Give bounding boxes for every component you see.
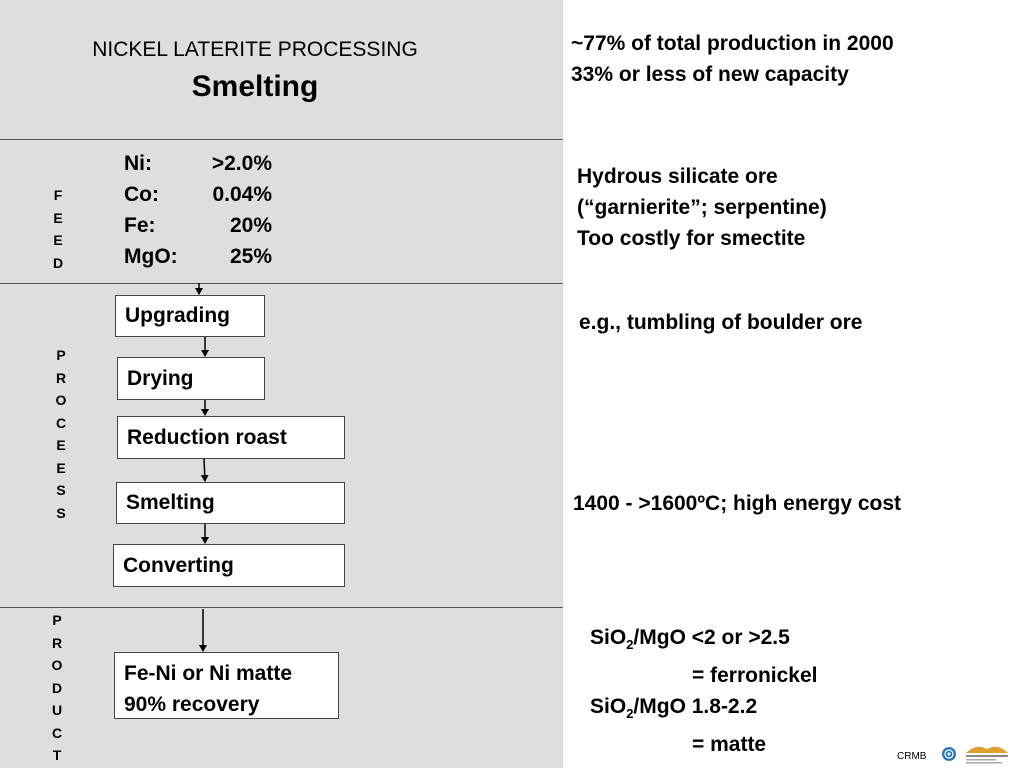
process-letter: E xyxy=(56,459,66,476)
ratio-line xyxy=(590,622,817,660)
note-production xyxy=(571,28,894,90)
product-line: 90% recovery xyxy=(124,693,260,716)
partner-logo-icon xyxy=(964,741,1010,767)
process-letter: C xyxy=(55,414,67,431)
note-upgrading: e.g., tumbling of boulder ore xyxy=(579,311,863,334)
feed-label: Ni: xyxy=(124,152,152,175)
process-letter: E xyxy=(56,437,66,453)
process-letter: O xyxy=(55,392,67,408)
product-letter: U xyxy=(51,702,63,718)
product-letter: D xyxy=(51,679,63,696)
ratio-subscript: 2 xyxy=(626,637,634,653)
product-line: Fe-Ni or Ni matte xyxy=(124,662,293,685)
footer-text: CRMB xyxy=(897,751,927,762)
product-letter: O xyxy=(51,657,63,673)
process-letter: S xyxy=(56,482,66,498)
feed-letter: D xyxy=(52,254,64,271)
feed-letter: E xyxy=(53,209,63,226)
arrow-roast-to-smelting xyxy=(204,459,205,481)
process-letter: R xyxy=(55,369,67,386)
title-sub: Smelting xyxy=(191,70,319,103)
title-main: NICKEL LATERITE PROCESSING xyxy=(92,38,418,61)
process-letter: S xyxy=(56,504,66,521)
process-step-smelting: Smelting xyxy=(116,482,345,524)
feed-label: Fe: xyxy=(124,214,156,237)
process-step-converting: Converting xyxy=(113,544,345,587)
csiro-logo-icon xyxy=(941,746,957,762)
product-letter: T xyxy=(52,747,62,763)
ratio-result: = matte xyxy=(692,733,767,757)
process-letter: P xyxy=(56,347,66,363)
ratio-result: = ferronickel xyxy=(692,664,818,688)
note-line: Too costly for smectite xyxy=(577,227,806,250)
note-line: 33% or less of new capacity xyxy=(571,63,849,86)
feed-letter: F xyxy=(53,187,63,203)
note-ratios xyxy=(590,622,817,760)
ratio-prefix: SiO xyxy=(590,626,627,649)
feed-value: 0.04% xyxy=(212,183,272,206)
note-line: ~77% of total production in 2000 xyxy=(571,32,894,55)
process-step-reduction-roast: Reduction roast xyxy=(117,416,345,459)
process-step-drying: Drying xyxy=(117,357,265,400)
product-box xyxy=(114,652,339,719)
feed-value: 20% xyxy=(229,214,272,237)
note-line: (“garnierite”; serpentine) xyxy=(577,196,827,219)
ratio-subscript: 2 xyxy=(626,706,634,722)
product-letter: R xyxy=(51,634,63,651)
feed-letter: E xyxy=(53,232,63,248)
feed-value: 25% xyxy=(229,245,272,268)
ratio-rest: /MgO 1.8-2.2 xyxy=(633,695,758,719)
product-letter: P xyxy=(52,612,62,628)
feed-value: >2.0% xyxy=(211,152,272,175)
ratio-line xyxy=(590,691,817,729)
note-ore xyxy=(577,161,827,254)
product-letter: C xyxy=(51,724,63,741)
feed-label: Co: xyxy=(124,183,159,206)
ratio-prefix: SiO xyxy=(590,695,627,719)
feed-label: MgO: xyxy=(124,245,178,268)
process-step-upgrading: Upgrading xyxy=(115,295,265,337)
note-smelting: 1400 - >1600ºC; high energy cost xyxy=(573,492,902,515)
note-line: Hydrous silicate ore xyxy=(577,165,778,188)
ratio-rest: /MgO <2 or >2.5 xyxy=(633,626,790,649)
